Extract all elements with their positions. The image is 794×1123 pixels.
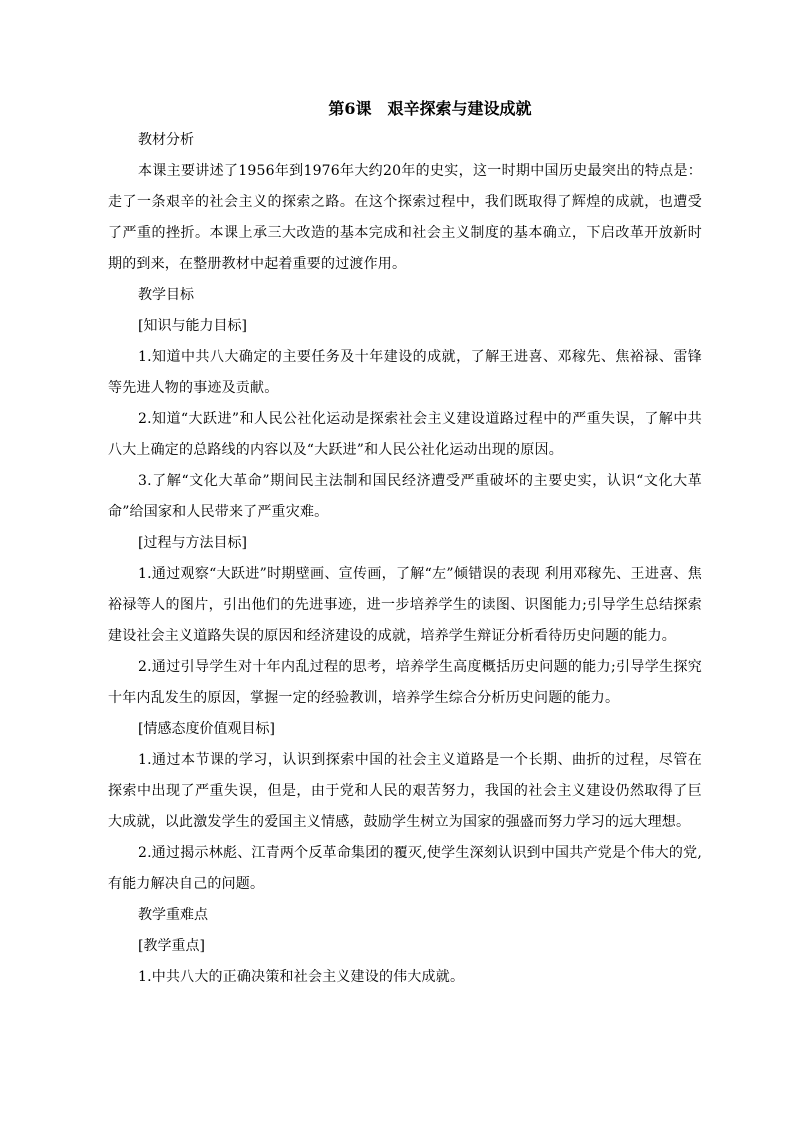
paragraph-knowledge-2: 2.知道“大跃进”和人民公社化运动是探索社会主义建设道路过程中的严重失误，了解中共八大上确定的总路线的内容以及“大跃进”和人民公社化运动出现的原因。 [108, 411, 702, 458]
section-heading-textbook-analysis: 教材分析 [138, 132, 194, 148]
paragraph-emotion-1: 1.通过本节课的学习，认识到探索中国的社会主义道路是一个长期、曲折的过程，尽管在探索中出现了严重失误，但是，由于党和人民的艰苦努力，我国的社会主义建设仍然取得了巨大成就，以此激发学生的爱国主义情感，鼓励学生树立为国家的强盛而努力学习的远大理想。 [108, 752, 702, 830]
subheading-emotion-values: [情感态度价值观目标] [138, 721, 275, 737]
paragraph-process-1: 1.通过观察“大跃进”时期壁画、宣传画，了解“左”倾错误的表现 利用邓稼先、王进喜、焦裕禄等人的图片，引出他们的先进事迹，进一步培养学生的读图、识图能力;引导学生总结探索建设社会主义道路失误的原因和经济建设的成就，培养学生辩证分析看待历史问题的能力。 [108, 566, 702, 644]
paragraph-emotion-2: 2.通过揭示林彪、江青两个反革命集团的覆灭,使学生深刻认识到中国共产党是个伟大的党,有能力解决自己的问题。 [108, 845, 702, 892]
document-body [108, 93, 702, 993]
section-heading-teaching-goals: 教学目标 [138, 287, 194, 303]
paragraph-knowledge-1: 1.知道中共八大确定的主要任务及十年建设的成就，了解王进喜、邓稼先、焦裕禄、雷锋等先进人物的事迹及贡献。 [108, 349, 702, 396]
paragraph-knowledge-3: 3.了解“文化大革命”期间民主法制和国民经济遭受严重破坏的主要史实，认识“文化大革命”给国家和人民带来了严重灾难。 [108, 473, 702, 520]
section-heading-key-difficult-points: 教学重难点 [138, 907, 208, 923]
lesson-title: 第6课 艰辛探索与建设成就 [328, 99, 532, 118]
paragraph-process-2: 2.通过引导学生对十年内乱过程的思考，培养学生高度概括历史问题的能力;引导学生探究十年内乱发生的原因，掌握一定的经验教训，培养学生综合分析历史问题的能力。 [108, 659, 702, 706]
paragraph-textbook-analysis: 本课主要讲述了1956年到1976年大约20年的史实，这一时期中国历史最突出的特点是：走了一条艰辛的社会主义的探索之路。在这个探索过程中，我们既取得了辉煌的成就，也遭受了严重的挫折。本课上承三大改造的基本完成和社会主义制度的基本确立，下启改革开放新时期的到来，在整册教材中起着重要的过渡作用。 [108, 163, 702, 272]
paragraph-focus-1: 1.中共八大的正确决策和社会主义建设的伟大成就。 [138, 969, 465, 985]
subheading-process-method: [过程与方法目标] [138, 535, 247, 551]
subheading-teaching-focus: [教学重点] [138, 938, 205, 954]
subheading-knowledge-ability: [知识与能力目标] [138, 318, 247, 334]
